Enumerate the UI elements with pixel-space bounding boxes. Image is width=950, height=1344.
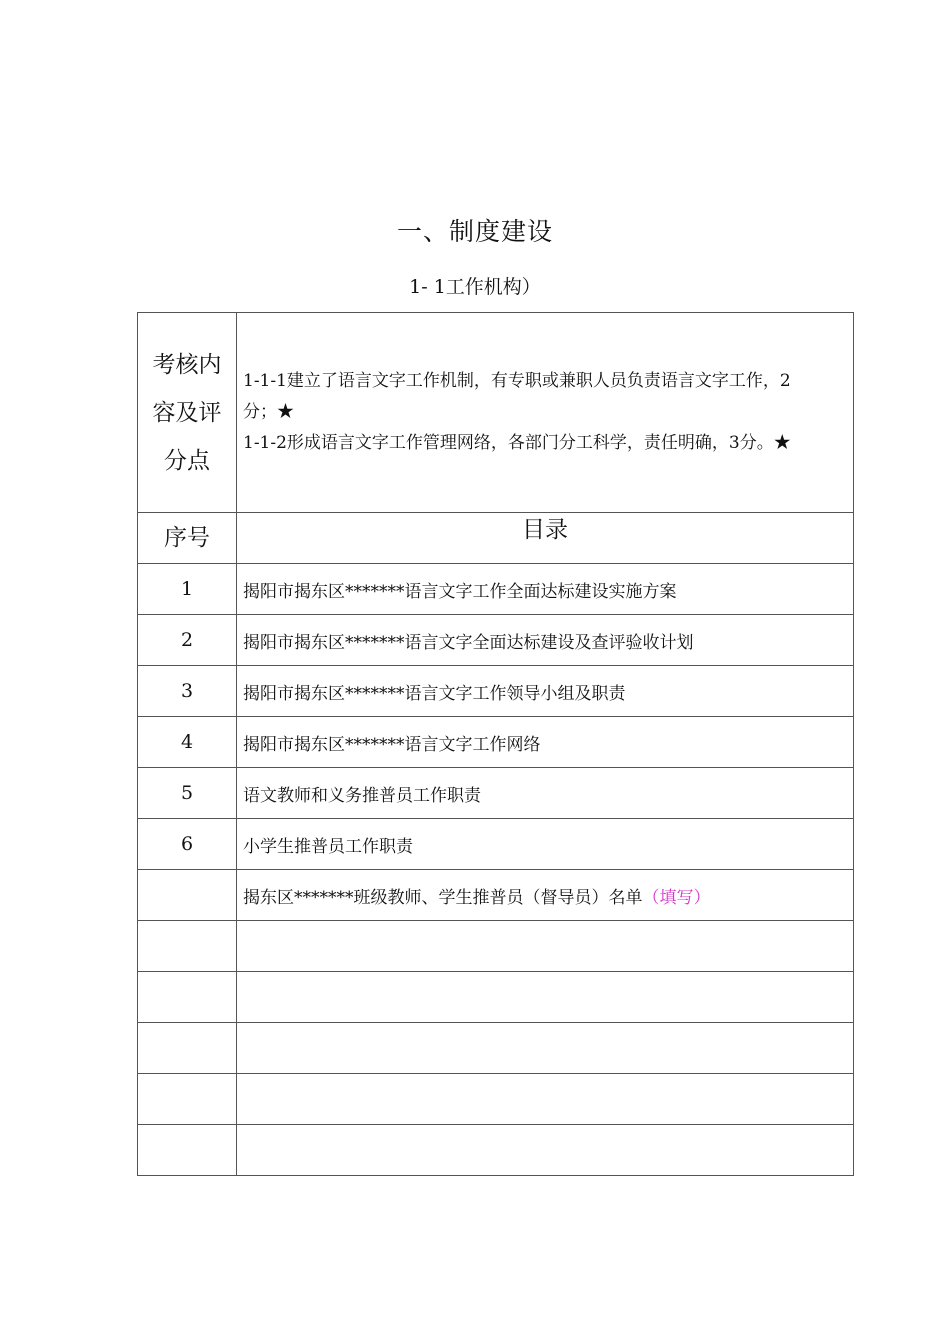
criteria-line-2: 1-1-2形成语言文字工作管理网络，各部门分工科学，责任明确，3分。★: [243, 433, 791, 453]
row-index: 3: [138, 666, 237, 717]
section-subtitle: 1- 1工作机构）: [409, 276, 541, 298]
fill-in-note: （填写）: [642, 887, 711, 908]
criteria-line-1: 1-1-1建立了语言文字工作机制，有专职或兼职人员负责语言文字工作，2分；★: [243, 371, 791, 422]
table-row: [138, 819, 854, 870]
row-text: 揭东区*******班级教师、学生推普员（督导员）名单: [243, 887, 643, 908]
criteria-label-cell: [138, 313, 237, 513]
row-text: 揭阳市揭东区*******语言文字全面达标建设及查评验收计划: [237, 615, 854, 666]
row-index: [138, 921, 237, 972]
criteria-label: 考核内容及评分点: [152, 351, 222, 474]
row-text: [237, 1023, 854, 1074]
table-row: [138, 1125, 854, 1176]
row-text: [237, 1074, 854, 1125]
row-index: [138, 1074, 237, 1125]
row-text: [237, 1125, 854, 1176]
row-text: 揭阳市揭东区*******语言文字工作领导小组及职责: [237, 666, 854, 717]
table-row: [138, 921, 854, 972]
table-row: [138, 972, 854, 1023]
criteria-content-cell: [237, 313, 854, 513]
index-header-cell: [138, 513, 237, 564]
row-text: 小学生推普员工作职责: [237, 819, 854, 870]
index-header: 序号: [164, 525, 210, 551]
criteria-row: [138, 313, 854, 513]
catalog-table: [137, 312, 854, 1176]
row-text-cell: [237, 870, 854, 921]
table-row: [138, 615, 854, 666]
table-row: [138, 666, 854, 717]
table-row: [138, 870, 854, 921]
table-row: [138, 564, 854, 615]
column-header-row: [138, 513, 854, 564]
contents-header-cell: [237, 513, 854, 564]
table-row: [138, 768, 854, 819]
row-index: 4: [138, 717, 237, 768]
page-title: 一、制度建设: [396, 217, 553, 246]
row-text: [237, 972, 854, 1023]
row-text: 语文教师和义务推普员工作职责: [237, 768, 854, 819]
row-index: 2: [138, 615, 237, 666]
row-index: [138, 870, 237, 921]
table-row: [138, 1074, 854, 1125]
row-index: [138, 1125, 237, 1176]
table-row: [138, 1023, 854, 1074]
row-text: [237, 921, 854, 972]
row-index: 6: [138, 819, 237, 870]
row-index: 5: [138, 768, 237, 819]
row-text: 揭阳市揭东区*******语言文字工作网络: [237, 717, 854, 768]
contents-header: 目录: [522, 517, 568, 543]
row-index: [138, 1023, 237, 1074]
row-index: [138, 972, 237, 1023]
row-index: 1: [138, 564, 237, 615]
row-text: 揭阳市揭东区*******语言文字工作全面达标建设实施方案: [237, 564, 854, 615]
table-row: [138, 717, 854, 768]
